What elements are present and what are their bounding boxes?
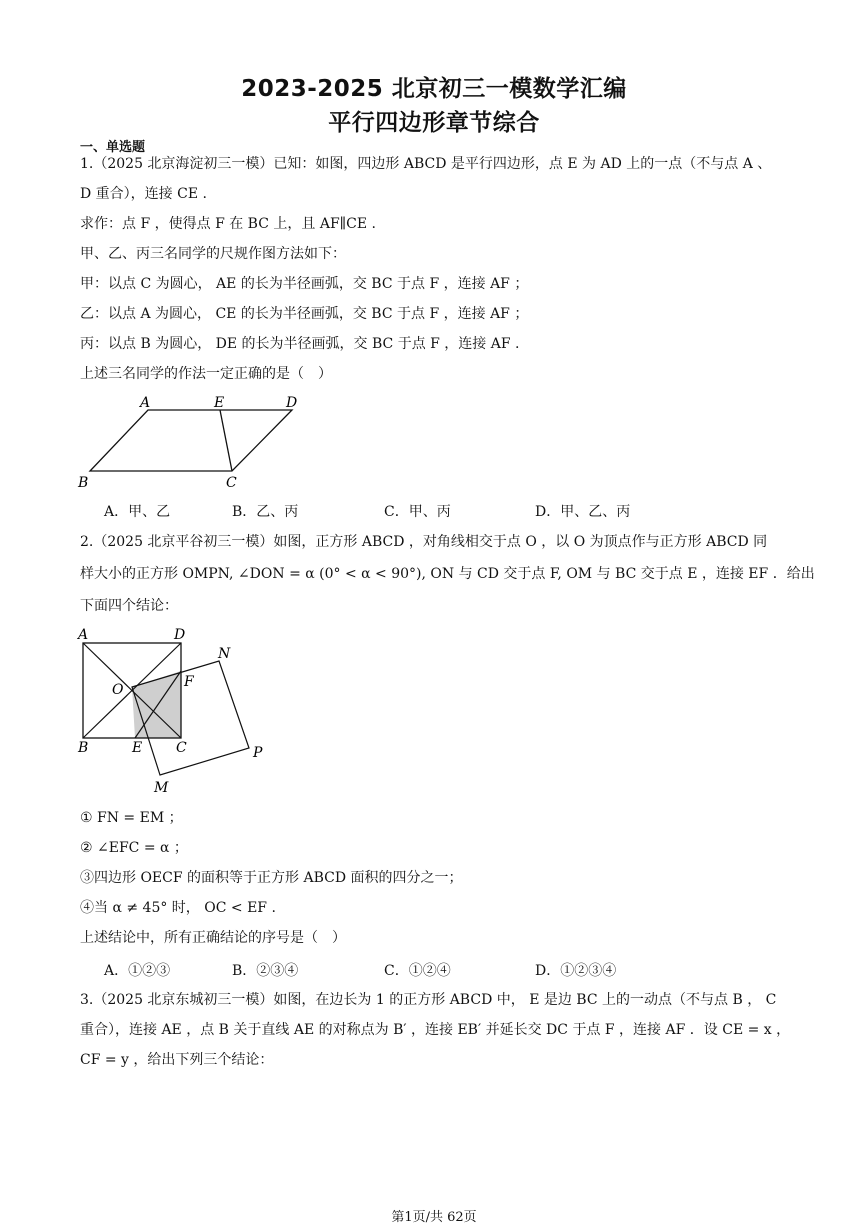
q1-line: 求作：点 F ，使得点 F 在 BC 上，且 AF∥CE . xyxy=(80,216,376,232)
label-b: B xyxy=(78,740,89,756)
page-title-line2: 平行四边形章节综合 xyxy=(328,110,540,136)
q3-line: 重合），连接 AE ，点 B 关于直线 AE 的对称点为 B′ ，连接 EB′ 并延长交 DC 于点 F ，连接 AF ．设 CE = x ， xyxy=(80,1022,791,1038)
q1-choice-c: C．甲、丙 xyxy=(384,504,451,520)
q3-line: CF = y ，给出下列三个结论： xyxy=(80,1052,274,1068)
q1-line: 上述三名同学的作法一定正确的是（ ） xyxy=(80,366,332,382)
q2-conclusion: ① FN = EM ； xyxy=(80,810,183,826)
q1-choice-d: D．甲、乙、丙 xyxy=(535,504,631,520)
label-d: D xyxy=(174,627,186,643)
label-a: A xyxy=(140,395,151,411)
page-title-line1: 2023-2025 北京初三一模数学汇编 xyxy=(241,76,627,102)
square-figure xyxy=(74,624,274,799)
parallelogram-figure xyxy=(74,392,314,492)
q2-choice-a: A．①②③ xyxy=(104,963,171,979)
label-c: C xyxy=(176,740,187,756)
label-a: A xyxy=(78,627,89,643)
label-d: D xyxy=(286,395,298,411)
label-m: M xyxy=(154,780,169,796)
section-heading: 一、单选题 xyxy=(80,140,146,155)
q2-line: 样大小的正方形 OMPN, ∠DON = α (0° < α < 90°), ON 与 CD 交于点 F, OM 与 BC 交于点 E ，连接 EF ．给出 xyxy=(80,566,815,582)
label-n: N xyxy=(218,646,231,662)
q2-question: 上述结论中，所有正确结论的序号是（ ） xyxy=(80,930,346,946)
q2-line: 2.（2025 北京平谷初三一模）如图，正方形 ABCD ，对角线相交于点 O ，以 O 为顶点作与正方形 ABCD 同 xyxy=(80,534,768,550)
q1-line: 乙：以点 A 为圆心， CE 的长为半径画弧，交 BC 于点 F ，连接 AF ； xyxy=(80,306,529,322)
label-p: P xyxy=(253,745,263,761)
label-f: F xyxy=(184,674,194,690)
parallelogram-abcd xyxy=(90,410,292,471)
label-o: O xyxy=(112,682,124,698)
label-c: C xyxy=(226,475,237,491)
q1-line: 甲、乙、丙三名同学的尺规作图方法如下： xyxy=(80,246,346,262)
q2-conclusion: ④当 α ≠ 45° 时， OC < EF . xyxy=(80,900,276,916)
q2-line: 下面四个结论： xyxy=(80,598,178,614)
label-e: E xyxy=(214,395,225,411)
q2-choice-d: D．①②③④ xyxy=(535,963,617,979)
q1-line: D 重合），连接 CE . xyxy=(80,186,207,202)
q1-line: 1.（2025 北京海淀初三一模）已知：如图，四边形 ABCD 是平行四边形，点 E 为 AD 上的一点（不与点 A 、 xyxy=(80,156,772,172)
q1-line: 甲：以点 C 为圆心， AE 的长为半径画弧，交 BC 于点 F ，连接 AF ； xyxy=(80,276,529,292)
label-b: B xyxy=(78,475,89,491)
q2-conclusion: ③四边形 OECF 的面积等于正方形 ABCD 面积的四分之一； xyxy=(80,870,463,886)
q1-line: 丙：以点 B 为圆心， DE 的长为半径画弧，交 BC 于点 F ，连接 AF . xyxy=(80,336,520,352)
q2-choice-b: B．②③④ xyxy=(232,963,299,979)
q1-choice-b: B．乙、丙 xyxy=(232,504,299,520)
segment-ce xyxy=(220,410,232,471)
label-e: E xyxy=(132,740,143,756)
q2-conclusion: ② ∠EFC = α ； xyxy=(80,840,188,856)
q2-choice-c: C．①②④ xyxy=(384,963,451,979)
q1-choice-a: A．甲、乙 xyxy=(104,504,171,520)
q3-line: 3.（2025 北京东城初三一模）如图，在边长为 1 的正方形 ABCD 中， E 是边 BC 上的一动点（不与点 B ， C xyxy=(80,992,777,1008)
page-footer: 第1页/共 62页 xyxy=(391,1210,477,1225)
